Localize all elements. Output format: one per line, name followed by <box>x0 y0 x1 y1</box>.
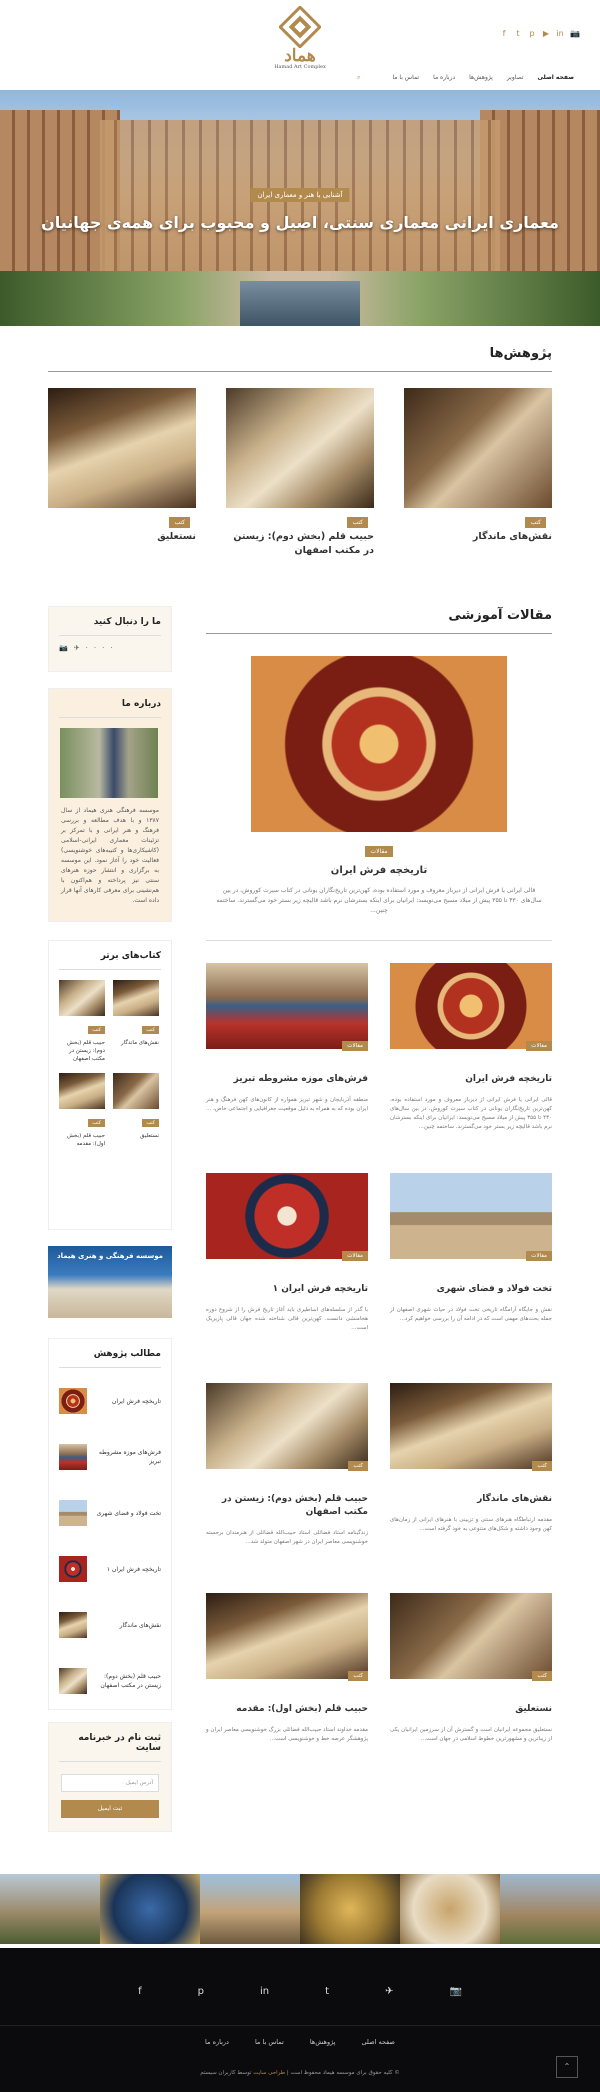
post-thumbnail[interactable] <box>59 1444 87 1470</box>
article-image[interactable] <box>206 963 368 1049</box>
research-posts-list <box>49 1368 171 1700</box>
divider <box>48 371 552 372</box>
research-card-title[interactable]: نستعلیق <box>157 531 196 542</box>
telegram-icon[interactable]: ✈ <box>385 1986 394 1997</box>
research-card-title[interactable]: نقش‌های ماندگار <box>472 531 552 542</box>
widget-title: مطالب پژوهش <box>93 1349 161 1359</box>
nav-item-contact[interactable]: تماس با ما <box>392 74 420 81</box>
subscribe-button[interactable]: ثبت ایمیل <box>61 1800 159 1818</box>
article-excerpt: مقدمه ارتباطگاه هنرهای سنتی و تزیینی با هنرهای ایرانی از زمان‌های کهن وجود داشته و شکل‌های متنوعی به خود گرفته است... <box>390 1517 552 1532</box>
research-card-image[interactable] <box>404 388 552 508</box>
article-card[interactable] <box>206 1173 368 1383</box>
article-card[interactable] <box>206 1383 368 1593</box>
article-image[interactable] <box>206 1593 368 1679</box>
newsletter-widget <box>48 1722 172 1832</box>
top-book-item[interactable] <box>113 980 159 1063</box>
back-to-top-button[interactable]: ⌃ <box>556 2056 578 2078</box>
research-card[interactable] <box>226 388 374 558</box>
about-widget <box>48 688 172 922</box>
article-excerpt: با گذر از سلسله‌های اساطیری باید آغاز تاریخ فرش را از شروع دوره هخامنشی دانست. کهن‌ترین قالی شناخته شده جهان قالی پازیریک است... <box>206 1307 368 1331</box>
article-card[interactable] <box>390 1593 552 1803</box>
divider <box>206 940 552 941</box>
top-book-image[interactable] <box>113 1073 159 1109</box>
top-book-title[interactable]: نستعلیق <box>140 1133 159 1139</box>
article-image[interactable] <box>390 1383 552 1469</box>
post-thumbnail[interactable] <box>59 1556 87 1582</box>
top-book-title[interactable]: حبیب قلم (بخش دوم): زیستن در مکتب اصفهان <box>67 1040 105 1062</box>
top-book-title[interactable]: نقش‌های ماندگار <box>121 1040 159 1046</box>
instagram-gallery <box>0 1874 600 1944</box>
article-title[interactable]: نستعلیق <box>515 1704 552 1714</box>
logo-text-en: Hamad Art Complex <box>274 64 326 70</box>
category-badge[interactable]: کتب <box>88 1026 105 1034</box>
pinterest-icon[interactable]: p <box>197 1986 204 1997</box>
research-card[interactable] <box>48 388 196 558</box>
category-badge[interactable]: کتب <box>348 1461 368 1471</box>
about-text: موسسه فرهنگی هنری هیماد از سال ۱۳۸۷ و با هدف مطالعه و بررسی فرهنگ و هنر ایرانی و با تمرکز بر تزئینات معماری ایرانی-اسلامی (کاشیکاری‌ها و کتیبه‌های خوشنویسی) فعالیت خود را آغاز نمود. این موسسه به برگزاری و انتشار حوزه هنرهای سنتی نیز پرداخته و هم‌اکنون با هم‌نشینی برای معرفی کارهای آنها قرار داده است. <box>61 807 159 904</box>
copyright-prefix: © کلیه حقوق برای موسسه هیماد محفوظ است | <box>286 2070 400 2076</box>
article-card[interactable] <box>206 963 368 1173</box>
logo-text-fa: هماد <box>284 46 316 66</box>
article-title[interactable]: حبیب قلم (بخش اول): مقدمه <box>236 1704 368 1714</box>
nav-item-research[interactable]: پژوهش‌ها <box>469 74 493 81</box>
follow-icons <box>49 636 171 660</box>
article-card[interactable] <box>390 1383 552 1593</box>
articles-section-title: مقالات آموزشی <box>448 608 552 623</box>
copyright <box>0 2070 600 2076</box>
list-item[interactable] <box>59 1388 161 1414</box>
post-thumbnail[interactable] <box>59 1612 87 1638</box>
list-item[interactable] <box>59 1500 161 1526</box>
gallery-image[interactable] <box>100 1874 200 1944</box>
post-title[interactable]: حبیب قلم (بخش دوم): زیستن در مکتب اصفهان <box>100 1673 161 1689</box>
divider <box>0 2025 600 2026</box>
list-item[interactable] <box>59 1556 161 1582</box>
about-image <box>60 728 158 798</box>
article-image[interactable] <box>390 963 552 1049</box>
social-dot-icon[interactable]: · <box>110 644 113 652</box>
social-dot-icon[interactable]: · <box>102 644 105 652</box>
post-thumbnail[interactable] <box>59 1388 87 1414</box>
category-badge[interactable]: کتب <box>532 1461 552 1471</box>
featured-article-title[interactable]: تاریخچه فرش ایران <box>330 865 428 876</box>
copyright-suffix: توسط کاربران سیستم <box>200 2070 252 2076</box>
top-book-item[interactable] <box>59 1073 105 1148</box>
research-card-image[interactable] <box>48 388 196 508</box>
nav-item-images[interactable]: تصاویر <box>506 74 524 81</box>
gallery-image[interactable] <box>400 1874 500 1944</box>
article-excerpt: نستعلیق مجموعه ایرانیان است و گسترش آن از سرزمین ایرانیان یکی از زیباترین و مشهورترین خطوط اسلامی در جهان است... <box>390 1727 552 1742</box>
widget-title: ثبت نام در خبرنامه سایت <box>78 1733 161 1753</box>
pinterest-icon[interactable]: p <box>529 29 535 38</box>
article-image[interactable] <box>206 1383 368 1469</box>
article-image[interactable] <box>206 1173 368 1259</box>
article-excerpt: مقدمه خداوند استاد حبیب‌الله فضائلی بزرگ خوشنویسی معاصر ایران و پژوهشگر عرصه خط و خوشنویسی است... <box>206 1727 368 1742</box>
article-title[interactable]: فرش‌های موزه مشروطه تبریز <box>233 1074 368 1084</box>
list-item[interactable] <box>59 1668 161 1694</box>
category-badge[interactable]: کتب <box>348 1671 368 1681</box>
top-book-image[interactable] <box>59 980 105 1016</box>
list-item[interactable] <box>59 1612 161 1638</box>
featured-badge-wrap <box>206 838 552 857</box>
post-title[interactable]: تاریخچه فرش ایران <box>111 1397 161 1405</box>
article-title[interactable]: تاریخچه فرش ایران <box>465 1074 552 1084</box>
search-icon[interactable]: ⌕ <box>357 74 361 81</box>
gallery-image[interactable] <box>0 1874 100 1944</box>
facebook-icon[interactable]: f <box>502 29 506 38</box>
hero-image-pool <box>240 281 360 326</box>
linkedin-icon[interactable]: in <box>556 29 564 38</box>
facebook-icon[interactable]: f <box>138 1986 142 1997</box>
divider <box>206 633 552 634</box>
youtube-icon[interactable]: ▶ <box>542 29 550 38</box>
main-nav <box>392 74 574 81</box>
article-card[interactable] <box>390 1173 552 1383</box>
post-title[interactable]: تاریخچه فرش ایران ۱ <box>106 1565 161 1573</box>
category-badge[interactable]: کتب <box>142 1026 159 1034</box>
article-title[interactable]: حبیب قلم (بخش دوم): زیستن در مکتب اصفهان <box>221 1494 368 1517</box>
research-card[interactable] <box>404 388 552 558</box>
top-book-item[interactable] <box>59 980 105 1063</box>
twitter-icon[interactable]: t <box>516 29 520 38</box>
social-dot-icon[interactable]: · <box>85 644 88 652</box>
list-item[interactable] <box>59 1444 161 1470</box>
article-title[interactable]: نقش‌های ماندگار <box>477 1494 552 1504</box>
top-books-widget <box>48 940 172 1230</box>
article-image[interactable] <box>390 1593 552 1679</box>
copyright-link[interactable]: طراحی سایت <box>253 2070 286 2076</box>
article-excerpt: قالی ایرانی یا فرش ایرانی از دیرباز معروف و مورد استفاده بوده، کهن‌ترین تاریخ‌نگاران یونانی در کتاب سیرت کوروش، در بین سال‌های ۴۳۰ تا ۳۵۵ پیش از میلاد مسیح می‌نویسد: ایرانیان برای اینکه بسترشان نرم باشد قالیچه زیر بستر خود می‌گسترند. ساختمه چنین... <box>390 1097 553 1130</box>
telegram-icon[interactable]: ✈ <box>73 644 80 652</box>
category-badge[interactable]: مقالات <box>526 1251 552 1261</box>
social-dot-icon[interactable]: · <box>93 644 97 652</box>
research-card-title[interactable]: حبیب قلم (بخش دوم): زیستن در مکتب اصفهان <box>233 531 374 556</box>
category-badge[interactable]: کتب <box>347 517 368 528</box>
hero-category-badge[interactable]: آشنایی با هنر و معماری ایران <box>250 188 349 202</box>
top-book-image[interactable] <box>113 980 159 1016</box>
category-badge[interactable]: مقالات <box>342 1041 368 1051</box>
featured-article-excerpt: قالی ایرانی یا فرش ایرانی از دیرباز معروف و مورد استفاده بوده، کهن‌ترین تاریخ‌نگاران یونانی در کتاب سیرت کوروش، در بین سال‌های ۴۳۰ تا ۳۵۵ پیش از میلاد مسیح می‌نویسد: ایرانیان برای اینکه بسترشان نرم باشد قالیچه زیر بستر خود می‌گسترند. ساختمه چنین... <box>216 887 542 914</box>
research-card-image[interactable] <box>226 388 374 508</box>
instagram-icon[interactable]: 📷 <box>59 644 68 652</box>
category-badge[interactable]: مقالات <box>365 846 392 857</box>
divider <box>59 717 161 718</box>
footer-social-links <box>0 1948 600 1997</box>
linkedin-icon[interactable]: in <box>260 1986 270 1997</box>
category-badge[interactable]: کتب <box>169 517 190 528</box>
research-section-title: پژوهش‌ها <box>489 346 552 361</box>
category-badge[interactable]: مقالات <box>342 1251 368 1261</box>
follow-us-widget <box>48 606 172 672</box>
category-badge[interactable]: کتب <box>525 517 546 528</box>
header-social-links <box>500 30 578 38</box>
site-header <box>0 0 600 90</box>
footer-nav-home[interactable]: صفحه اصلی <box>361 2038 395 2046</box>
article-excerpt: نقش و جایگاه آرامگاه تاریخی تخت فولاد در حیات شهری اصفهان از جمله بحث‌های مهمی است که در ادامه آن را بررسی خواهیم کرد... <box>390 1307 552 1322</box>
articles-grid <box>206 963 552 1803</box>
gallery-image[interactable] <box>500 1874 600 1944</box>
articles-section <box>206 608 552 1803</box>
category-badge[interactable]: کتب <box>532 1671 552 1681</box>
category-badge[interactable]: مقالات <box>526 1041 552 1051</box>
category-badge[interactable]: کتب <box>88 1119 105 1127</box>
logo-mark-icon <box>279 6 321 48</box>
post-thumbnail[interactable] <box>59 1668 87 1694</box>
post-title[interactable]: تخت فولاد و فضای شهری <box>96 1509 161 1517</box>
article-title[interactable]: تخت فولاد و فضای شهری <box>436 1284 552 1294</box>
article-excerpt: منطقه آذربایجان و شهر تبریز همواره از کانون‌های کهن فرهنگ و هنر ایران بوده که به همراه به دلیل موقعیت جغرافیایی و اجتماعی خاص، ... <box>206 1097 368 1112</box>
category-badge[interactable]: کتب <box>142 1119 159 1127</box>
gallery-image[interactable] <box>300 1874 400 1944</box>
research-grid <box>48 388 552 558</box>
article-excerpt: زندگینامه استاد فضائلی استاد حبیب‌الله فضائلی از هنرمندان برجسته خوشنویسی معاصر ایران در شهر اصفهان متولد شد... <box>206 1530 368 1545</box>
post-title[interactable]: نقش‌های ماندگار <box>119 1621 161 1629</box>
nav-item-home[interactable]: صفحه اصلی <box>537 74 574 81</box>
instagram-icon[interactable]: 📷 <box>570 29 580 38</box>
email-field[interactable]: آدرس ایمیل <box>61 1774 159 1792</box>
top-book-image[interactable] <box>59 1073 105 1109</box>
top-book-item[interactable] <box>113 1073 159 1148</box>
post-thumbnail[interactable] <box>59 1500 87 1526</box>
widget-title: کتاب‌های برتر <box>100 951 161 961</box>
top-book-title[interactable]: حبیب قلم (بخش اول): مقدمه <box>67 1133 105 1147</box>
article-title[interactable]: تاریخچه فرش ایران ۱ <box>272 1284 368 1294</box>
instagram-icon[interactable]: 📷 <box>449 1986 462 1997</box>
divider <box>59 1761 161 1762</box>
widget-title: درباره ما <box>121 699 161 709</box>
promo-banner[interactable] <box>48 1246 172 1318</box>
research-posts-widget <box>48 1338 172 1710</box>
article-image[interactable] <box>390 1173 552 1259</box>
top-books-grid <box>49 970 171 1158</box>
footer-nav-research[interactable]: پژوهش‌ها <box>309 2038 336 2046</box>
twitter-icon[interactable]: t <box>325 1986 330 1997</box>
hero-banner <box>0 90 600 326</box>
footer-nav-about[interactable]: درباره ما <box>205 2038 229 2046</box>
footer-nav-contact[interactable]: تماس با ما <box>254 2038 284 2046</box>
article-card[interactable] <box>206 1593 368 1803</box>
featured-article-image[interactable] <box>251 656 507 832</box>
nav-item-about[interactable]: درباره ما <box>433 74 456 81</box>
site-footer <box>0 1948 600 2092</box>
research-section <box>48 346 552 558</box>
site-logo[interactable] <box>255 6 345 70</box>
footer-nav <box>0 2038 600 2046</box>
article-card[interactable] <box>390 963 552 1173</box>
hero-title[interactable]: معماری ایرانی معماری سنتی، اصیل و محبوب برای همه‌ی جهانیان <box>41 213 559 232</box>
post-title[interactable]: فرش‌های موزه مشروطه تبریز <box>98 1449 161 1465</box>
widget-title: ما را دنبال کنید <box>93 617 161 627</box>
promo-text: موسسه فرهنگی و هنری هیماد <box>57 1252 163 1260</box>
gallery-image[interactable] <box>200 1874 300 1944</box>
